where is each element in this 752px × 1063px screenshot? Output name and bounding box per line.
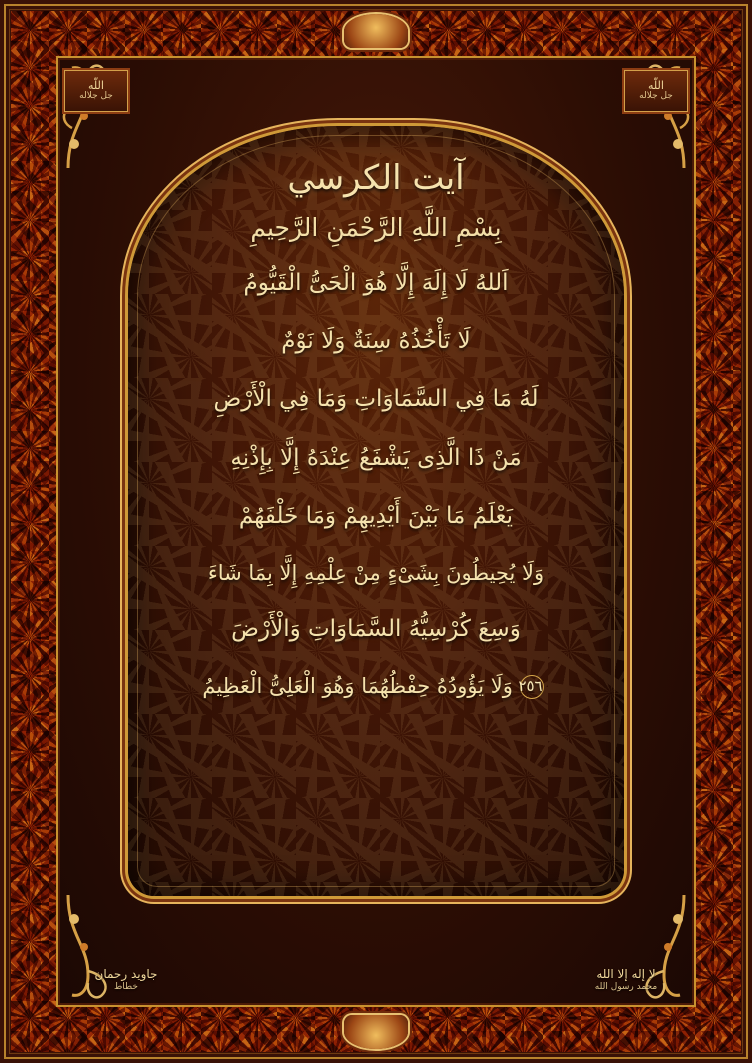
verse-line-final [148,672,604,700]
top-medallion-ornament [344,14,408,48]
signature-right-text: لا إله إلا الله [596,966,656,981]
signature-left-text: جاويد رحمان [94,966,158,981]
verse-line: وَسِعَ كُرْسِيُّهُ السَّمَاوَاتِ وَالْأَرْضَ [231,615,521,642]
page-title: آيت الكرسي [287,158,465,198]
cartouche-top-right [624,70,688,112]
signature-left [66,967,186,993]
cartouche-right-subtext: جل جلاله [639,91,673,102]
verse-line-final-text: وَلَا يَؤُودُهُ حِفْظُهُمَا وَهُوَ الْعَلِىُّ الْعَظِيمُ [202,674,513,699]
cartouche-right-text: اللّه [648,79,664,92]
verse-line: وَلَا يُحِيطُونَ بِشَىْءٍ مِنْ عِلْمِهِ إِلَّا بِمَا شَاءَ [207,560,545,585]
verse-line: يَعْلَمُ مَا بَيْنَ أَيْدِيهِمْ وَمَا خَلْفَهُمْ [238,502,514,529]
verse-block [128,126,624,896]
cartouche-top-left [64,70,128,112]
cartouche-left-text: اللّه [88,79,104,92]
basmala-line: بِسْمِ اللَّهِ الرَّحْمَنِ الرَّحِيمِ [250,213,502,243]
cartouche-left-subtext: جل جلاله [79,91,113,102]
ayah-number-marker: ٢٥٦ [520,675,544,699]
verse-line: مَنْ ذَا الَّذِى يَشْفَعُ عِنْدَهُ إِلَّا بِإِذْنِهِ [230,444,522,471]
verse-line: اَللهُ لَا إِلَهَ إِلَّا هُوَ الْحَىُّ الْقَيُّومُ [243,270,509,297]
signature-right-subtext: محمد رسول الله [594,981,658,992]
verse-line: لَا تَأْخُذُهُ سِنَةٌ وَلَا نَوْمٌ [281,328,471,355]
signature-left-subtext: خطاط [113,981,138,992]
signature-right [566,967,686,993]
arch-panel [128,126,624,896]
bottom-medallion-ornament [344,1015,408,1049]
verse-line: لَهُ مَا فِي السَّمَاوَاتِ وَمَا فِي الْأَرْضِ [213,386,539,413]
